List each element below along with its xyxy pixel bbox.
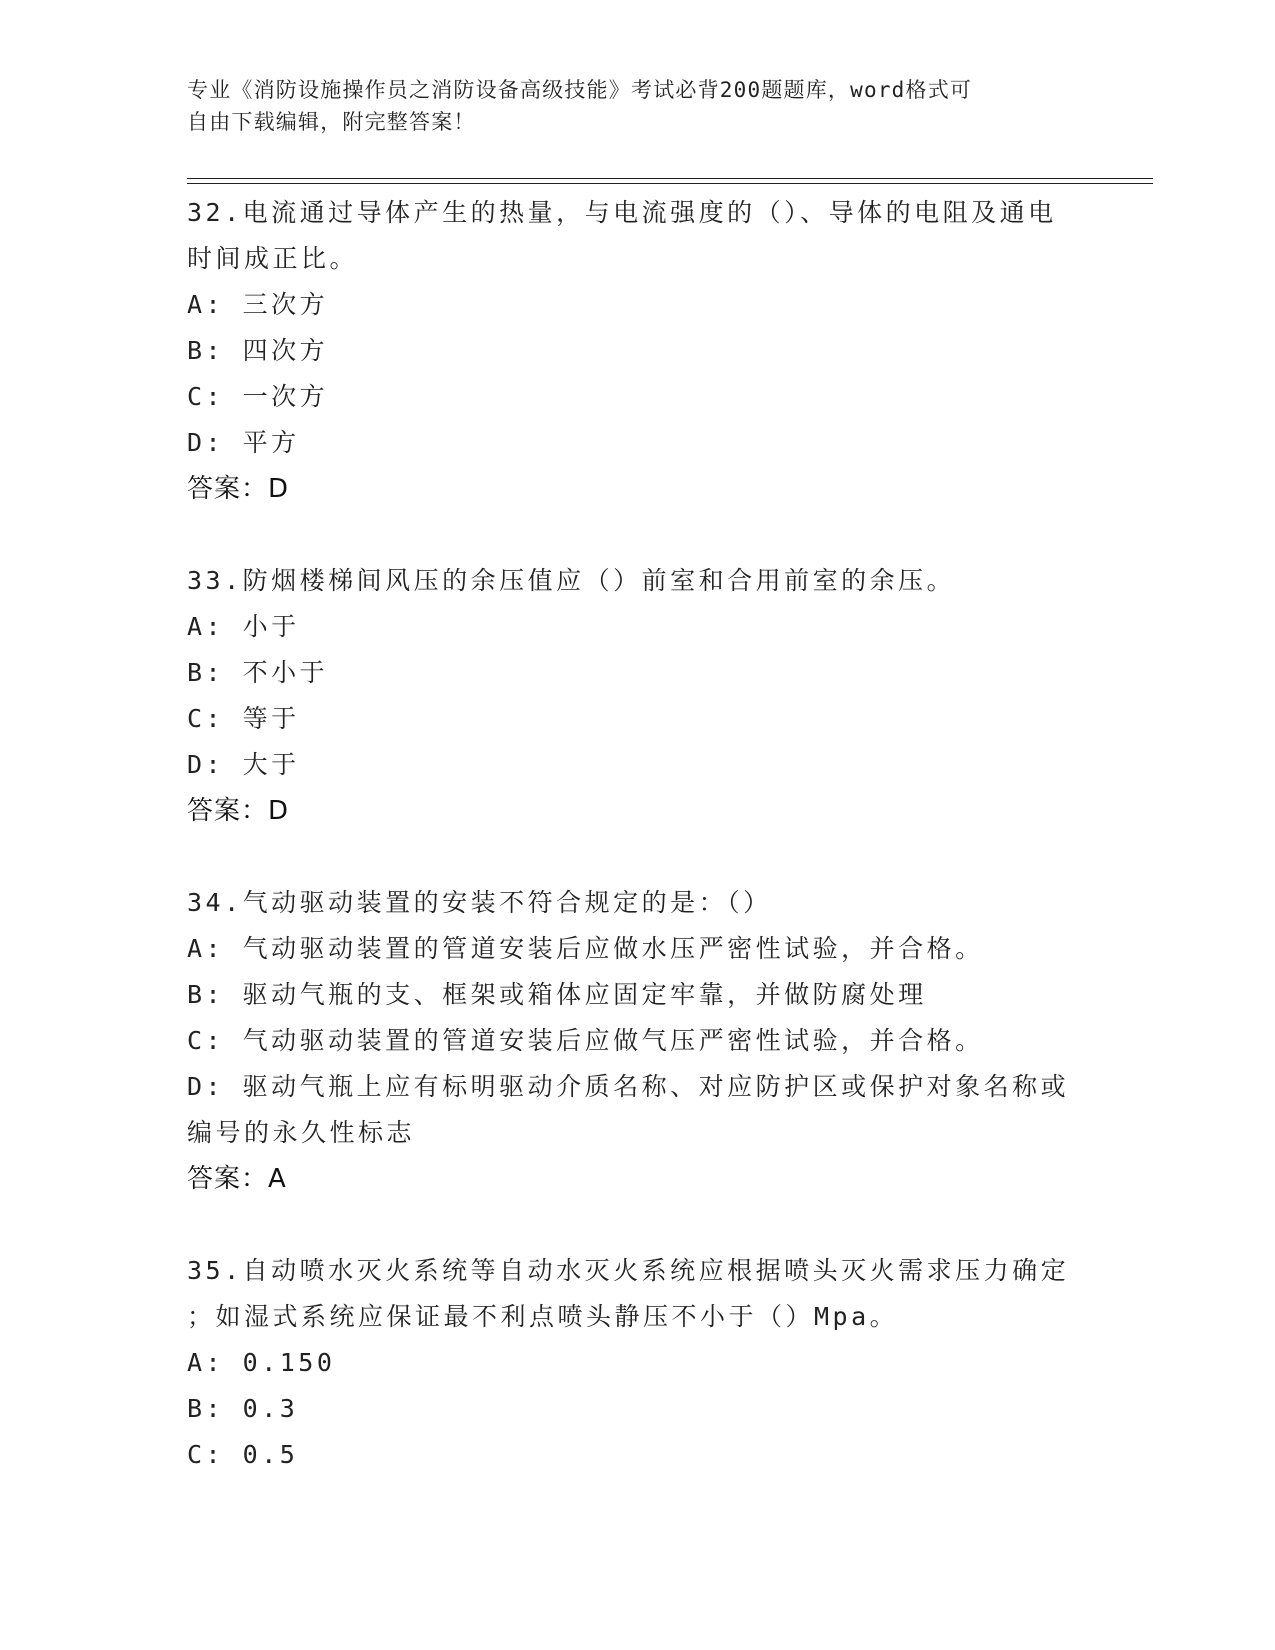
question-stem-continued: 时间成正比。 [187, 244, 359, 273]
question-32 [187, 190, 1087, 512]
answer: 答案：D [187, 796, 290, 826]
question-list [187, 190, 1087, 1524]
option-b: B: 0.3 [187, 1394, 299, 1423]
option-a: A: 小于 [187, 612, 300, 641]
option-a: A: 三次方 [187, 290, 329, 319]
question-stem-continued: ；如湿式系统应保证最不利点喷头静压不小于（）Mpa。 [187, 1302, 899, 1331]
option-d: D: 平方 [187, 428, 300, 457]
question-stem: 34.气动驱动装置的安装不符合规定的是：（） [187, 888, 772, 917]
header-line-2: 自由下载编辑，附完整答案！ [187, 110, 476, 134]
option-a: A: 0.150 [187, 1348, 336, 1377]
question-stem: 35.自动喷水灭火系统等自动水灭火系统应根据喷头灭火需求压力确定 [187, 1256, 1070, 1285]
option-a: A: 气动驱动装置的管道安装后应做水压严密性试验，并合格。 [187, 934, 984, 963]
question-34 [187, 880, 1087, 1202]
option-d: D: 大于 [187, 750, 300, 779]
answer: 答案：A [187, 1164, 287, 1194]
option-c: C: 等于 [187, 704, 300, 733]
header-divider-bottom [187, 183, 1153, 184]
question-33 [187, 558, 1087, 834]
document-header [187, 74, 1067, 138]
option-d-continued: 编号的永久性标志 [187, 1118, 416, 1147]
option-b: B: 四次方 [187, 336, 329, 365]
option-b: B: 不小于 [187, 658, 329, 687]
question-stem: 32.电流通过导体产生的热量，与电流强度的（）、导体的电阻及通电 [187, 198, 1057, 227]
answer: 答案：D [187, 474, 290, 504]
header-line-1: 专业《消防设施操作员之消防设备高级技能》考试必背200题题库，word格式可 [187, 78, 973, 102]
option-c: C: 一次方 [187, 382, 329, 411]
option-b: B: 驱动气瓶的支、框架或箱体应固定牢靠，并做防腐处理 [187, 980, 927, 1009]
option-c: C: 0.5 [187, 1440, 299, 1469]
option-d: D: 驱动气瓶上应有标明驱动介质名称、对应防护区或保护对象名称或 [187, 1072, 1070, 1101]
header-divider-top [187, 178, 1153, 179]
option-c: C: 气动驱动装置的管道安装后应做气压严密性试验，并合格。 [187, 1026, 984, 1055]
question-stem: 33.防烟楼梯间风压的余压值应（）前室和合用前室的余压。 [187, 566, 956, 595]
question-35 [187, 1248, 1087, 1478]
